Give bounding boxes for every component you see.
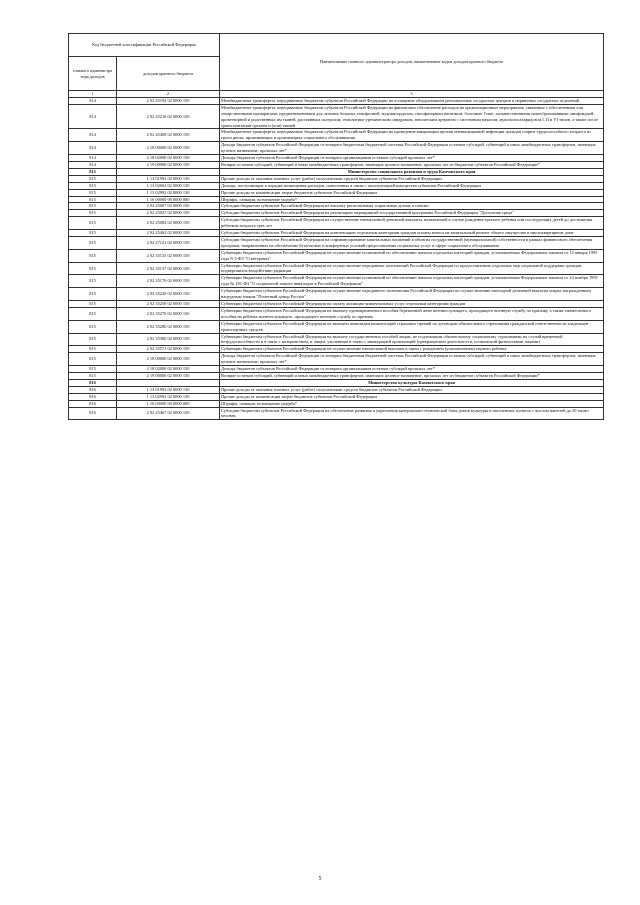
income-name-cell: Доходы бюджетов субъектов Российской Федерации от возврата бюджетами бюджетной системы Российской Федерации остатков субсидий, субвенций и иных межбюджетных трансфертов, имеющих целевое назначение, прошлых лет* — [220, 142, 604, 155]
header-kbk: Код бюджетной классификации Российской Федерации — [69, 34, 220, 57]
table-row — [69, 407, 604, 420]
income-name-cell: Субвенции бюджетам субъектов Российской Федерации на выплату государственных пособий лицам, не подлежащим обязательному социальному страхованию на случай временной нетрудоспособности и в связи с материнством, и лицам, уволенным в связи с ликвидацией организаций (прекращением деятельности, полномочий физическими лицами) — [220, 333, 604, 346]
table-row — [69, 320, 604, 333]
income-code-cell: 2 02 35280 02 0000 150 — [117, 320, 220, 333]
income-code-cell: 2 02 45192 02 0000 150 — [117, 97, 220, 104]
admin-code-cell: 815 — [69, 210, 117, 217]
income-name-cell: Субсидии бюджетам субъектов Российской Федерации на компенсацию отдельным категориям граждан оплаты взноса на капитальный ремонт общего имущества в многоквартирном доме — [220, 230, 604, 237]
income-code-cell — [117, 168, 220, 175]
table-row — [69, 210, 604, 217]
table-row — [69, 236, 604, 249]
income-code-cell: 2 02 35176 02 0000 150 — [117, 275, 220, 288]
table-row — [69, 230, 604, 237]
income-code-cell: 2 02 45468 02 0000 150 — [117, 129, 220, 142]
admin-code-cell: 814 — [69, 104, 117, 129]
income-name-cell: Субвенции бюджетам субъектов Российской Федерации на выплаты инвалидам компенсаций страховых премий по договорам обязательного страхования гражданской ответственности владельцев транспортных средств — [220, 320, 604, 333]
income-code-cell: 1 13 02992 02 0000 130 — [117, 189, 220, 196]
table-row — [69, 97, 604, 104]
income-name-cell: Субвенции бюджетам субъектов Российской Федерации на оплату жилищно-коммунальных услуг отдельным категориям граждан — [220, 301, 604, 308]
table-row — [69, 182, 604, 189]
table-row — [69, 393, 604, 400]
income-code-cell: 2 02 35137 02 0000 150 — [117, 262, 220, 275]
income-name-cell: Межбюджетные трансферты, передаваемые бюджетам субъектов Российской Федерации на финансовое обеспечение расходов на организационные мероприятия, связанные с обеспечением лиц лекарственными препаратами, предназначенными для лечения больных гемофилией, муковисцидозом, гипофизарным нанизмом, болезнью Гоше, злокачественными новообразованиями лимфоидной, кроветворной и родственных им тканей, рассеянным склерозом, гемолитико-уремическим синдромом, юношеским артритом с системным началом, мукополисахаридозом I, II и VI типов, а также после трансплантации органов и (или) тканей — [220, 104, 604, 129]
income-code-cell: 1 16 00000 00 0000 000 — [117, 400, 220, 407]
table-row — [69, 104, 604, 129]
table-row — [69, 366, 604, 373]
income-code-cell: 2 18 00000 02 0000 150 — [117, 353, 220, 366]
admin-code-cell: 815 — [69, 301, 117, 308]
admin-code-cell: 815 — [69, 275, 117, 288]
table-row — [69, 372, 604, 379]
admin-code-cell: 815 — [69, 262, 117, 275]
admin-code-cell: 816 — [69, 400, 117, 407]
header-income: доходов краевого бюджета — [117, 57, 220, 91]
table-row — [69, 217, 604, 230]
income-name-cell: Прочие доходы от компенсации затрат бюджетов субъектов Российской Федерации — [220, 393, 604, 400]
income-code-cell: 2 02 35573 02 0000 150 — [117, 346, 220, 353]
table-row — [69, 142, 604, 155]
income-name-cell: Субвенции бюджетам субъектов Российской Федерации на выплату единовременного пособия беременной жене военнослужащего, проходящего военную службу по призыву, а также ежемесячного пособия на ребенка военнослужащего, проходящего военную службу по призыву — [220, 307, 604, 320]
admin-code-cell: 815 — [69, 307, 117, 320]
section-row — [69, 379, 604, 386]
income-name-cell: Субсидии бюджетам субъектов Российской Федерации на реализацию мероприятий государственной программы Российской Федерации "Доступная среда" — [220, 210, 604, 217]
income-name-cell: Субсидии бюджетам субъектов Российской Федерации на софинансирование капитальных вложений в объекты государственной (муниципальной) собственности в рамках финансового обеспечения программ, направленных на обеспечение безопасных и комфортных условий предоставления социальных услуг в сфере социального обслуживания — [220, 236, 604, 249]
admin-code-cell: 816 — [69, 386, 117, 393]
admin-code-cell: 815 — [69, 230, 117, 237]
table-row — [69, 400, 604, 407]
admin-code-cell: 815 — [69, 372, 117, 379]
income-code-cell: 2 18 00000 02 0000 150 — [117, 142, 220, 155]
admin-code-cell: 815 — [69, 366, 117, 373]
income-name-cell: Доходы бюджетов субъектов Российской Федерации от возврата организациями остатков субсидий прошлых лет* — [220, 366, 604, 373]
income-name-cell: Доходы бюджетов субъектов Российской Федерации от возврата бюджетами бюджетной системы Российской Федерации остатков субсидий, субвенций и иных межбюджетных трансфертов, имеющих целевое назначение, прошлых лет* — [220, 353, 604, 366]
income-code-cell: 1 13 02062 02 0000 130 — [117, 182, 220, 189]
table-row — [69, 333, 604, 346]
income-code-cell: 2 02 25007 02 0000 150 — [117, 203, 220, 210]
section-row — [69, 168, 604, 175]
table-row — [69, 386, 604, 393]
income-name-cell: Субсидии бюджетам субъектов Российской Федерации на выплату региональных социальных доплат к пенсии — [220, 203, 604, 210]
admin-code-cell: 815 — [69, 175, 117, 182]
budget-codes-sheet — [68, 33, 603, 420]
income-name-cell: Прочие доходы от компенсации затрат бюджетов субъектов Российской Федерации — [220, 189, 604, 196]
income-code-cell: 2 19 00000 02 0000 150 — [117, 161, 220, 168]
table-row — [69, 196, 604, 203]
header-col-3: 3 — [220, 91, 604, 98]
table-row — [69, 161, 604, 168]
table-row — [69, 249, 604, 262]
income-name-cell: Министерство культуры Камчатского края — [220, 379, 604, 386]
income-name-cell: Штрафы, санкции, возмещение ущерба* — [220, 400, 604, 407]
income-code-cell: 2 02 25084 02 0000 150 — [117, 217, 220, 230]
header-admin: главного администра тора доходов — [69, 57, 117, 91]
admin-code-cell: 815 — [69, 203, 117, 210]
income-name-cell: Субвенции бюджетам субъектов Российской Федерации на осуществление полномочий по обеспечению жильем отдельных категорий граждан, установленных Федеральным законом от 12 января 1995 года N 5-ФЗ "О ветеранах" — [220, 249, 604, 262]
admin-code-cell: 815 — [69, 288, 117, 301]
admin-code-cell: 815 — [69, 189, 117, 196]
header-name: Наименование главного администратора доходов, наименование кодов доходов краевого бюджета — [220, 34, 604, 91]
admin-code-cell: 814 — [69, 161, 117, 168]
table-row — [69, 275, 604, 288]
table-row — [69, 262, 604, 275]
income-name-cell: Возврат остатков субсидий, субвенций и иных межбюджетных трансфертов, имеющих целевое назначение, прошлых лет из бюджетов субъектов Российской Федерации* — [220, 372, 604, 379]
table-row — [69, 175, 604, 182]
admin-code-cell: 815 — [69, 333, 117, 346]
income-code-cell: 2 02 25467 02 0000 150 — [117, 407, 220, 420]
admin-code-cell: 814 — [69, 97, 117, 104]
admin-code-cell: 815 — [69, 346, 117, 353]
income-code-cell: 2 02 25027 02 0000 150 — [117, 210, 220, 217]
income-name-cell: Межбюджетные трансферты, передаваемые бюджетам субъектов Российской Федерации на проведение вакцинации против пневмококковой инфекции граждан старше трудоспособного возраста из групп риска, проживающих в организациях социального обслуживания — [220, 129, 604, 142]
admin-code-cell: 814 — [69, 142, 117, 155]
budget-codes-table — [68, 33, 604, 420]
income-name-cell: Возврат остатков субсидий, субвенций и иных межбюджетных трансфертов, имеющих целевое назначение, прошлых лет из бюджетов субъектов Российской Федерации* — [220, 161, 604, 168]
income-code-cell: 2 02 27121 02 0000 150 — [117, 236, 220, 249]
income-code-cell: 2 19 00000 02 0000 150 — [117, 372, 220, 379]
income-name-cell: Субсидии бюджетам субъектов Российской Федерации на обеспечение развития и укрепления материально-технической базы домов культуры в населенных пунктах с числом жителей до 50 тысяч человек — [220, 407, 604, 420]
table-row — [69, 189, 604, 196]
table-row — [69, 307, 604, 320]
admin-code-cell: 815 — [69, 249, 117, 262]
income-name-cell: Субвенции бюджетам субъектов Российской Федерации на осуществление переданного полномочия Российской Федерации по осуществлению ежегодной денежной выплаты лицам, награжденным нагрудным знаком "Почетный донор России" — [220, 288, 604, 301]
income-code-cell — [117, 379, 220, 386]
income-code-cell: 1 16 00000 00 0000 000 — [117, 196, 220, 203]
header-row-numbers — [69, 91, 604, 98]
admin-code-cell: 815 — [69, 236, 117, 249]
admin-code-cell: 815 — [69, 320, 117, 333]
table-row — [69, 346, 604, 353]
table-row — [69, 155, 604, 162]
admin-code-cell: 815 — [69, 353, 117, 366]
income-code-cell: 2 02 35380 02 0000 150 — [117, 333, 220, 346]
income-name-cell: Прочие доходы от оказания платных услуг (работ) получателями средств бюджетов субъектов Российской Федерации — [220, 386, 604, 393]
income-code-cell: 2 02 45216 02 0000 150 — [117, 104, 220, 129]
table-row — [69, 288, 604, 301]
income-code-cell: 1 13 01992 02 0000 130 — [117, 175, 220, 182]
table-row — [69, 353, 604, 366]
income-code-cell: 2 02 35220 02 0000 150 — [117, 288, 220, 301]
income-name-cell: Субвенции бюджетам субъектов Российской Федерации на осуществление ежемесячной выплаты в связи с рождением (усыновлением) первого ребенка — [220, 346, 604, 353]
income-name-cell: Субсидии бюджетам субъектов Российской Федерации на осуществление ежемесячной денежной выплаты, назначаемой в случае рождения третьего ребенка или последующих детей до достижения ребенком возраста трех лет — [220, 217, 604, 230]
income-name-cell: Субвенции бюджетам субъектов Российской Федерации на осуществление переданных полномочий Российской Федерации по предоставлению отдельных мер социальной поддержки граждан, подвергшихся воздействию радиации — [220, 262, 604, 275]
income-name-cell: Межбюджетные трансферты, передаваемые бюджетам субъектов Российской Федерации на оснащение оборудованием региональных сосудистых центров и первичных сосудистых отделений — [220, 97, 604, 104]
income-code-cell: 2 02 35270 02 0000 150 — [117, 307, 220, 320]
income-code-cell: 2 02 35250 02 0000 150 — [117, 301, 220, 308]
income-name-cell: Субвенции бюджетам субъектов Российской Федерации на осуществление полномочий по обеспечению жильем отдельных категорий граждан, установленных Федеральным законом от 24 ноября 1995 года № 181-ФЗ "О социальной защите инвалидов в Российской Федерации" — [220, 275, 604, 288]
header-row-top — [69, 34, 604, 57]
admin-code-cell: 814 — [69, 155, 117, 162]
income-name-cell: Штрафы, санкции, возмещение ущерба* — [220, 196, 604, 203]
income-name-cell: Доходы, поступающие в порядке возмещения расходов, понесенных в связи с эксплуатацией имущества субъектов Российской Федерации — [220, 182, 604, 189]
income-name-cell: Министерство социального развития и труда Камчатского края — [220, 168, 604, 175]
income-name-cell: Прочие доходы от оказания платных услуг (работ) получателями средств бюджетов субъектов Российской Федерации — [220, 175, 604, 182]
income-code-cell: 2 02 25462 02 0000 150 — [117, 230, 220, 237]
admin-code-cell: 815 — [69, 168, 117, 175]
admin-code-cell: 814 — [69, 129, 117, 142]
page-number: 5 — [318, 876, 322, 882]
header-col-1: 1 — [69, 91, 117, 98]
admin-code-cell: 815 — [69, 196, 117, 203]
income-name-cell: Доходы бюджетов субъектов Российской Федерации от возврата организациями остатков субсидий прошлых лет* — [220, 155, 604, 162]
income-code-cell: 2 02 35135 02 0000 150 — [117, 249, 220, 262]
admin-code-cell: 815 — [69, 217, 117, 230]
income-code-cell: 2 18 02000 02 0000 150 — [117, 155, 220, 162]
table-row — [69, 129, 604, 142]
table-row — [69, 301, 604, 308]
income-code-cell: 1 13 02992 02 0000 130 — [117, 393, 220, 400]
admin-code-cell: 816 — [69, 379, 117, 386]
income-code-cell: 1 13 01992 02 0000 130 — [117, 386, 220, 393]
admin-code-cell: 816 — [69, 393, 117, 400]
header-col-2: 2 — [117, 91, 220, 98]
income-code-cell: 2 18 02000 02 0000 150 — [117, 366, 220, 373]
table-row — [69, 203, 604, 210]
admin-code-cell: 815 — [69, 182, 117, 189]
admin-code-cell: 816 — [69, 407, 117, 420]
